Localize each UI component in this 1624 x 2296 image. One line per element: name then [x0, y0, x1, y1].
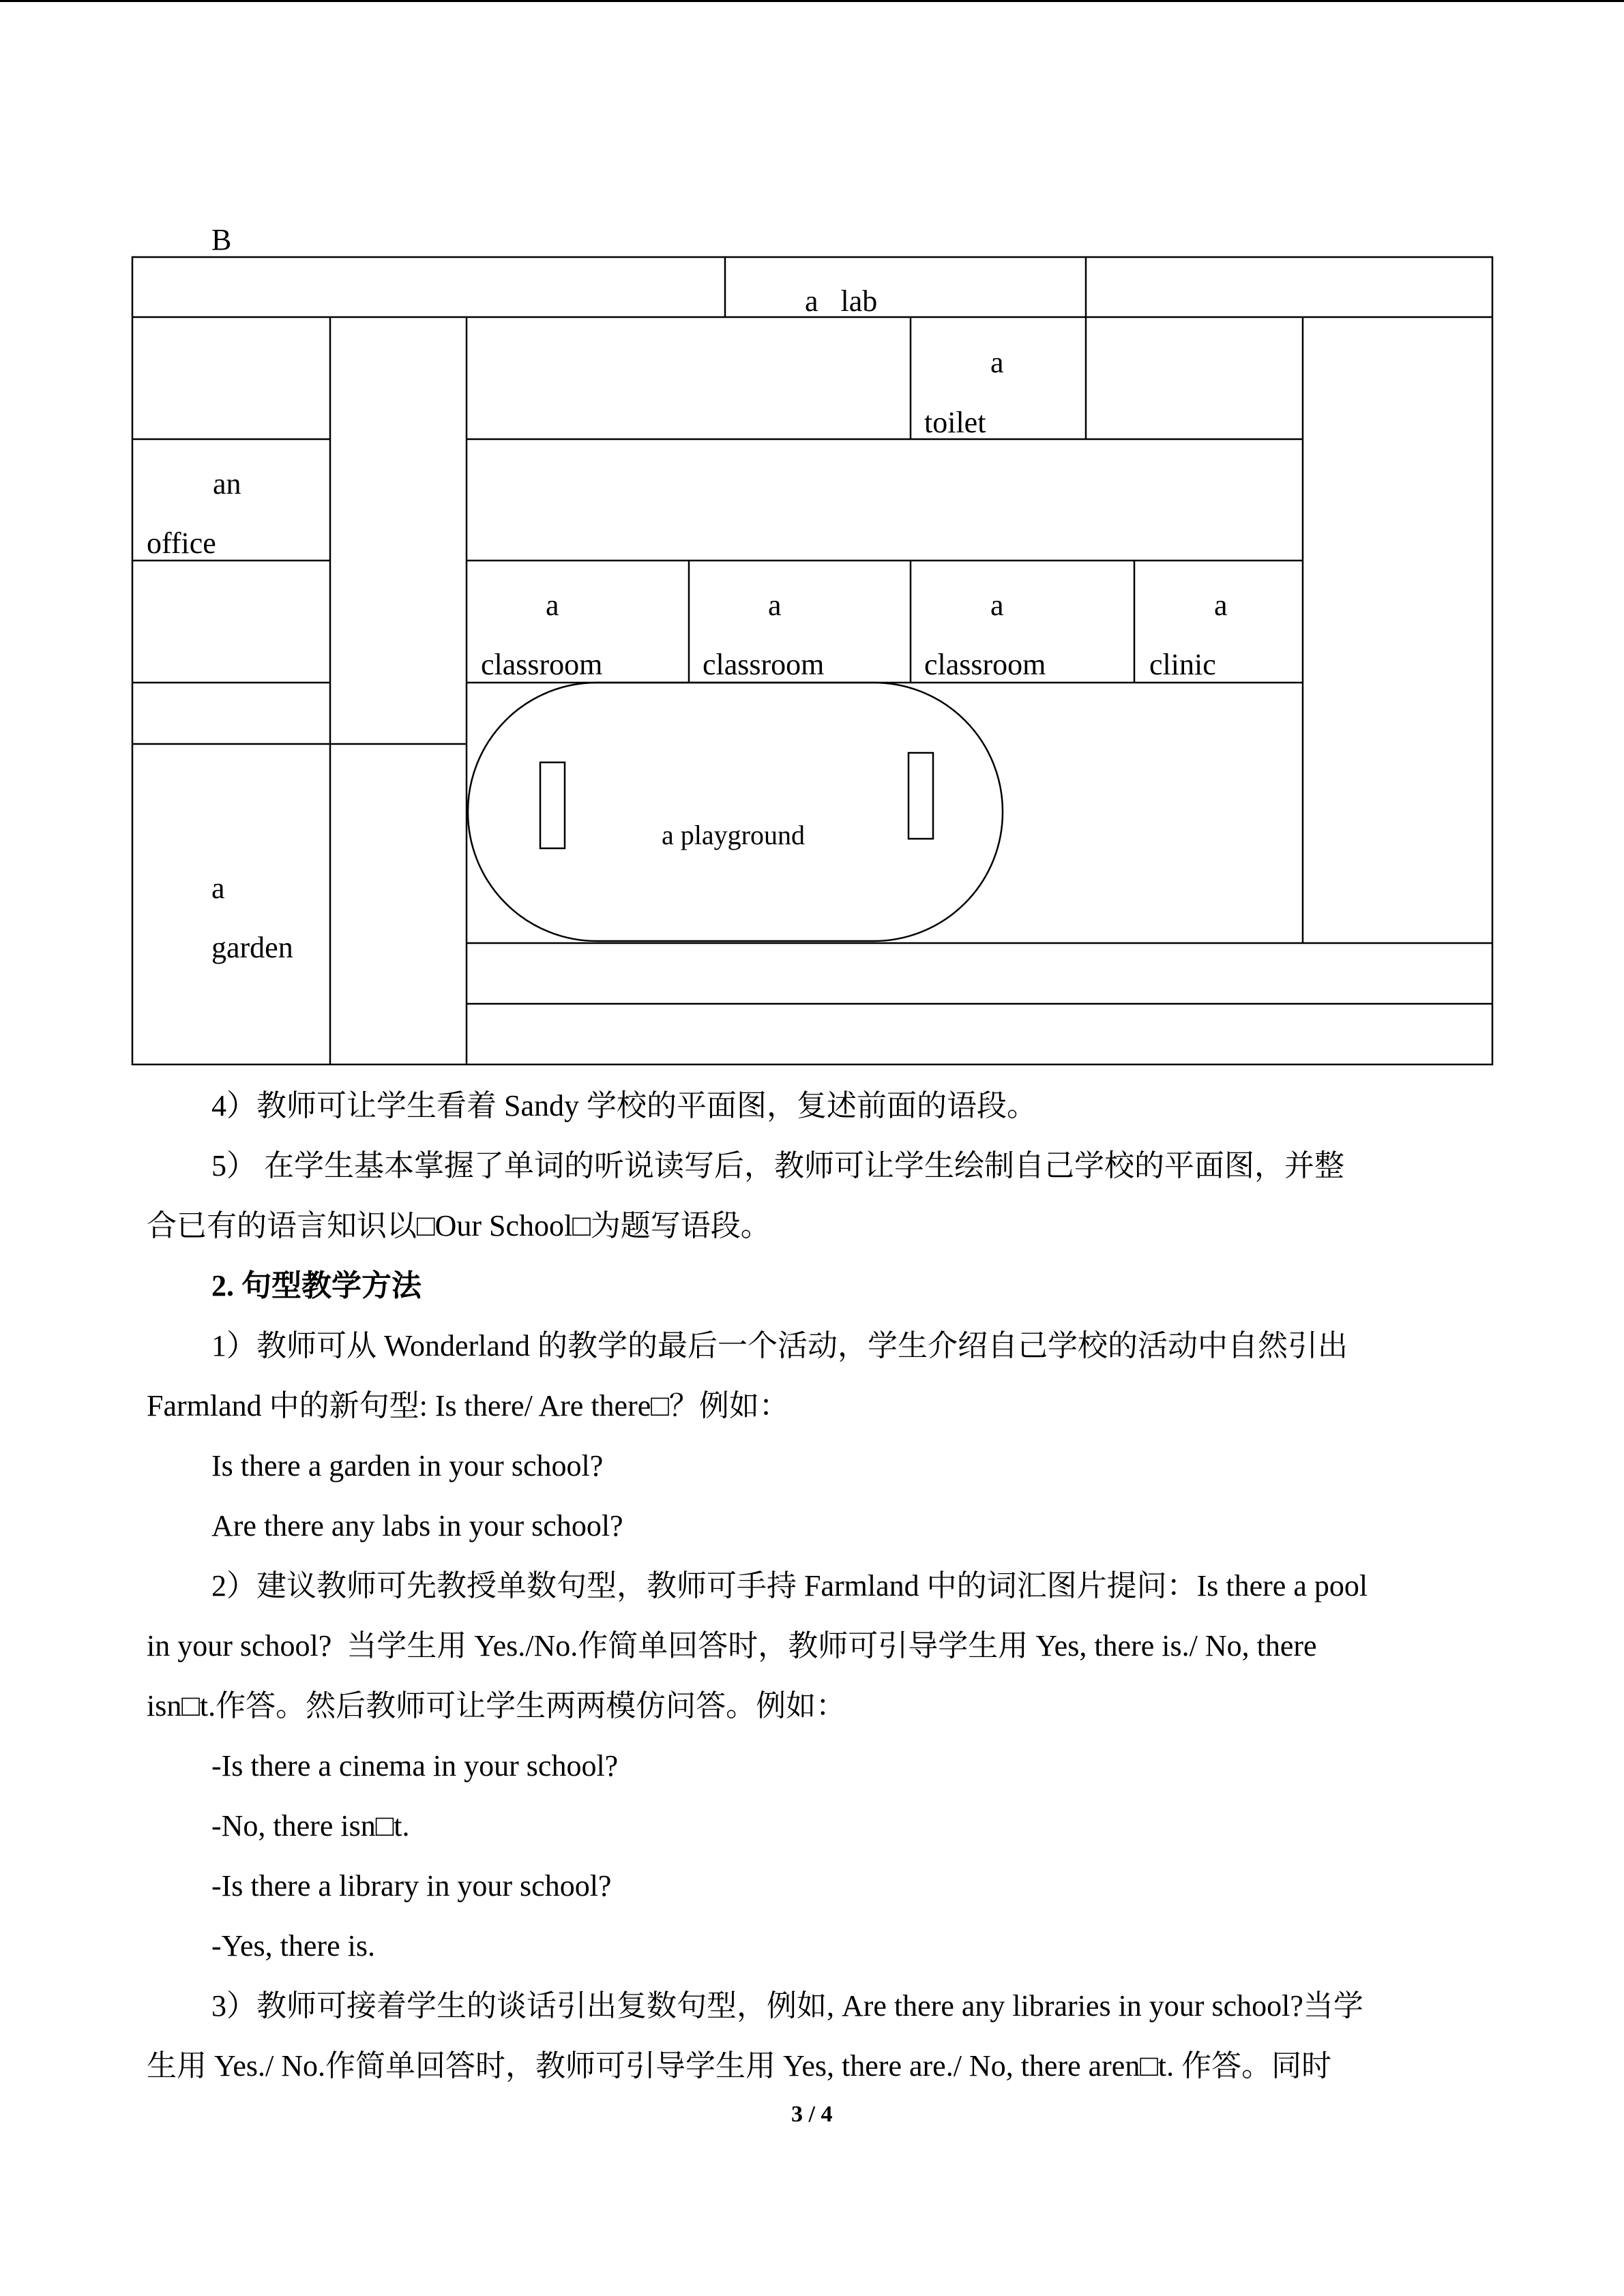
- paragraph-4: 4）教师可让学生看着 Sandy 学校的平面图，复述前面的语段。: [211, 1089, 1037, 1122]
- playground-label: a playground: [662, 820, 805, 850]
- page-number: 3 / 4: [791, 2102, 833, 2127]
- clinic-article: a: [1214, 588, 1228, 622]
- paragraph-2-line-3: isn□t.作答。然后教师可让学生两两模仿问答。例如：: [147, 1689, 846, 1723]
- paragraph-3-line-2: 生用 Yes./ No.作简单回答时，教师可引导学生用 Yes, there are./ No, there aren□t. 作答。同时: [147, 2049, 1332, 2083]
- dialogue-line-4: -Yes, there is.: [211, 1929, 375, 1963]
- paragraph-1-line-2: Farmland 中的新句型: Is there/ Are there□？例如：: [147, 1389, 789, 1422]
- dialogue-line-3: -Is there a library in your school?: [211, 1869, 612, 1903]
- example-sentence-2: Are there any labs in your school?: [211, 1509, 623, 1542]
- classroom2-label: classroom: [703, 648, 825, 681]
- school-floor-plan: [0, 0, 1624, 1091]
- office-article: an: [213, 467, 241, 501]
- paragraph-2-line-1: 2）建议教师可先教授单数句型，教师可手持 Farmland 中的词汇图片提问：Is there a pool: [211, 1569, 1368, 1602]
- toilet-article: a: [990, 346, 1004, 379]
- office-label: office: [147, 526, 216, 560]
- example-sentence-1: Is there a garden in your school?: [211, 1449, 604, 1482]
- garden-article: a: [211, 871, 225, 905]
- playground-track: [468, 683, 1003, 941]
- section-label: B: [211, 223, 232, 256]
- classroom3-label: classroom: [924, 648, 1046, 681]
- paragraph-5-line-1: 5） 在学生基本掌握了单词的听说读写后，教师可让学生绘制自己学校的平面图，并整: [211, 1149, 1344, 1182]
- paragraph-3-line-1: 3）教师可接着学生的谈话引出复数句型，例如, Are there any libraries in your school?当学: [211, 1989, 1363, 2023]
- paragraph-1-line-1: 1）教师可从 Wonderland 的教学的最后一个活动，学生介绍自己学校的活动中自然引出: [211, 1329, 1348, 1362]
- toilet-label: toilet: [924, 406, 986, 439]
- classroom1-label: classroom: [481, 648, 603, 681]
- classroom2-article: a: [768, 588, 782, 622]
- clinic-label: clinic: [1149, 648, 1216, 681]
- classroom3-article: a: [990, 588, 1004, 622]
- lab-label: a lab: [805, 284, 878, 318]
- playground-goal-right: [909, 753, 933, 839]
- classroom1-article: a: [546, 588, 559, 622]
- dialogue-line-1: -Is there a cinema in your school?: [211, 1749, 619, 1783]
- paragraph-5-line-2: 合已有的语言知识以□Our School□为题写语段。: [147, 1209, 771, 1242]
- dialogue-line-2: -No, there isn□t.: [211, 1809, 410, 1843]
- section-heading: 2. 句型教学方法: [211, 1269, 422, 1302]
- playground-goal-left: [540, 762, 565, 848]
- paragraph-2-line-2: in your school? 当学生用 Yes./No.作简单回答时，教师可引导学生用 Yes, there is./ No, there: [147, 1629, 1317, 1663]
- garden-label: garden: [211, 931, 293, 964]
